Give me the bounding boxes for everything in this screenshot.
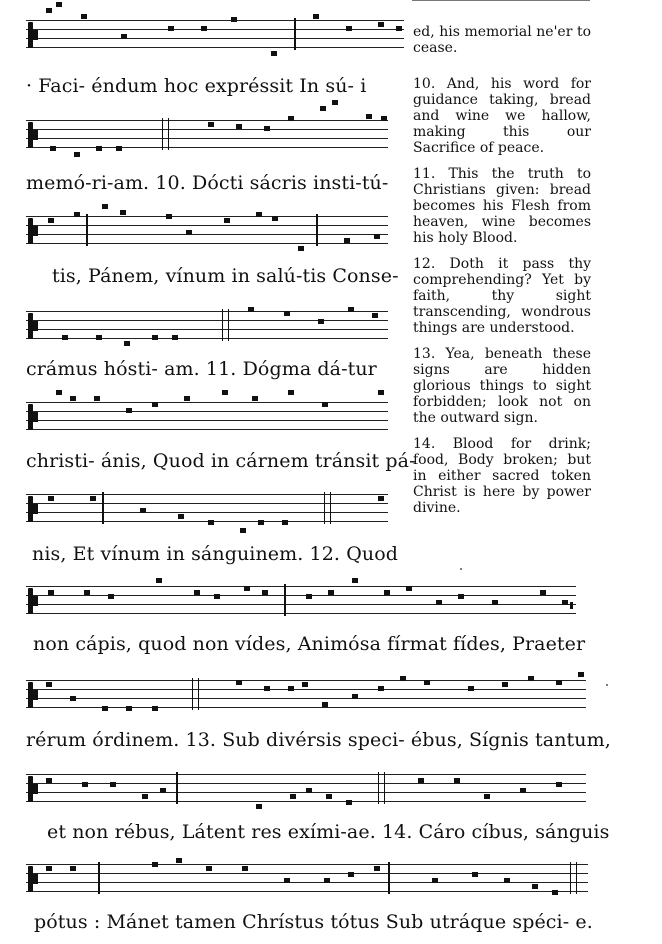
top-rule [412,0,590,1]
chant-staff [26,20,404,60]
translation-verse: ed, his memorial ne'er to cease. [413,24,591,56]
lyric-line: memó-ri-am. 10. Dócti sácris insti-tú- [26,172,389,194]
translation-verse: 10. And, his word for guidance taking, bread and wine we hallow, making this our Sacrifice of peace. [413,76,591,156]
chant-staff [26,216,388,256]
chant-staff [26,586,576,626]
chant-staff [26,680,586,720]
chant-staff [26,494,388,534]
lyric-line: · Faci- éndum hoc expréssit In sú- i [26,75,367,97]
lyric-line: pótus : Mánet tamen Chrístus tótus Sub utráque spéci- e. [34,911,593,933]
chant-staff [26,311,388,351]
lyric-line: nis, Et vínum in sánguinem. 12. Quod [32,543,399,565]
chant-staff [26,120,388,160]
translation-verse: 13. Yea, beneath these signs are hidden glorious things to sight forbidden; look not on the outward sign. [413,346,591,426]
stray-dot [460,568,462,570]
lyric-line: tis, Pánem, vínum in salú-tis Conse- [52,265,399,287]
translation-column [413,24,591,516]
chant-staff [26,774,586,814]
lyric-line: et non rébus, Látent res exími-ae. 14. Cáro cíbus, sánguis [47,821,610,843]
lyric-line: rérum órdinem. 13. Sub divérsis speci- ébus, Sígnis tantum, [26,729,611,751]
translation-verse: 11. This the truth to Christians given: bread becomes his Flesh from heaven, wine becomes his holy Blood. [413,166,591,246]
translation-verse: 12. Doth it pass thy comprehending? Yet by faith, thy sight transcending, wondrous things are understood. [413,256,591,336]
lyric-line: crámus hósti- am. 11. Dógma dá-tur [26,358,377,380]
chant-staff [26,402,388,442]
lyric-line: non cápis, quod non vídes, Animósa fírmat fídes, Praeter [33,633,586,655]
chant-staff [26,864,588,904]
lyric-line: christi- ánis, Quod in cárnem tránsit pá- [26,450,416,472]
stray-dot [606,684,608,686]
translation-verse: 14. Blood for drink; food, Body broken; but in either sacred token Christ is here by power divine. [413,436,591,516]
